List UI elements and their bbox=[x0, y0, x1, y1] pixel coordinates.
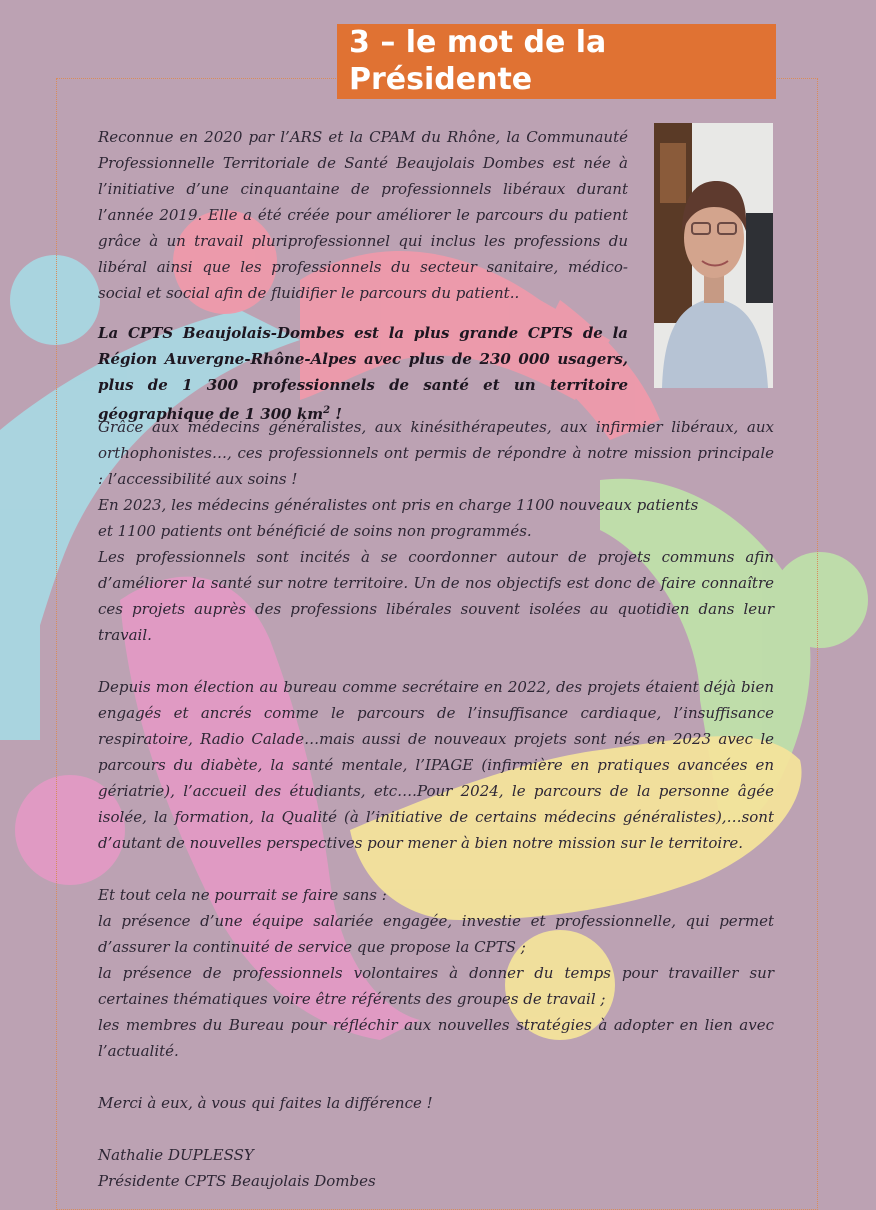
intro-paragraph-block bbox=[98, 124, 628, 306]
paragraph-coordination: Les professionnels sont incités à se coordonner autour de projets communs afin d’améliorer la santé sur notre territoire. Un de nos objectifs est donc de faire connaître ces projets auprès des professions libérales souvent isolées au quotidien dans leur travail. bbox=[98, 548, 774, 644]
highlight-superscript: 2 bbox=[323, 405, 331, 416]
paragraph-projects: Depuis mon élection au bureau comme secrétaire en 2022, des projets étaient déjà bien engagés et ancrés comme le parcours de l’insuffisance cardiaque, l’insuffisance respiratoire, Radio Calade…mais aussi de nouveaux projets sont nés en 2023 avec le parcours du diabète, la santé mentale, l’IPAGE (infirmière en pratiques avancées en gériatrie), l’accueil des étudiants, etc….Pour 2024, le parcours de la personne âgée isolée, la formation, la Qualité (à l’initiative de certains médecins généralistes),…sont d’autant de nouvelles perspectives pour mener à bien notre mission sur le territoire. bbox=[98, 678, 774, 852]
paragraph-bureau: les membres du Bureau pour réfléchir aux nouvelles stratégies à adopter en lien avec l’actualité. bbox=[98, 1016, 774, 1060]
thanks-line: Merci à eux, à vous qui faites la différence ! bbox=[98, 1094, 433, 1112]
highlight-end: ! bbox=[330, 405, 342, 423]
portrait-image bbox=[654, 123, 773, 388]
president-photo bbox=[654, 123, 773, 388]
paragraph-non-programmes: et 1100 patients ont bénéficié de soins non programmés. bbox=[98, 522, 532, 540]
highlight-paragraph-block bbox=[98, 320, 628, 427]
paragraph-soins: Grâce aux médecins généralistes, aux kinésithérapeutes, aux infirmier libéraux, aux orthophonistes…, ces professionnels ont permis de répondre à notre mission principale : l’accessibilité aux soins ! bbox=[98, 418, 774, 488]
intro-paragraph: Reconnue en 2020 par l’ARS et la CPAM du Rhône, la Communauté Professionnelle Territoriale de Santé Beaujolais Dombes est née à l’initiative d’une cinquantaine de professionnels libéraux durant l’année 2019. Elle a été créée pour améliorer le parcours du patient grâce à un travail pluriprofessionnel qui inclus les professions du libéral ainsi que les professionnels du secteur sanitaire, médico-social et social afin de fluidifier le parcours du patient.. bbox=[98, 128, 628, 302]
paragraph-intro-list: Et tout cela ne pourrait se faire sans : bbox=[98, 886, 387, 904]
page-title: 3 – le mot de la Présidente bbox=[349, 25, 607, 97]
highlight-text: La CPTS Beaujolais-Dombes est la plus grande CPTS de la Région Auvergne-Rhône-Alpes avec plus de 230 000 usagers, plus de 1 300 professionnels de santé et un territoire géographique de 1 300 km bbox=[98, 324, 628, 423]
signature-role: Présidente CPTS Beaujolais Dombes bbox=[98, 1172, 376, 1190]
paragraph-patients-2023: En 2023, les médecins généralistes ont pris en charge 1100 nouveaux patients bbox=[98, 496, 699, 514]
paragraph-team: la présence d’une équipe salariée engagée, investie et professionnelle, qui permet d’assurer la continuité de service que propose la CPTS ; bbox=[98, 912, 774, 956]
section-title-banner bbox=[337, 24, 776, 99]
main-text-block bbox=[98, 414, 774, 1194]
signature-name: Nathalie DUPLESSY bbox=[98, 1146, 254, 1164]
paragraph-volunteers: la présence de professionnels volontaires à donner du temps pour travailler sur certaines thématiques voire être référents des groupes de travail ; bbox=[98, 964, 774, 1008]
highlight-paragraph bbox=[98, 320, 628, 427]
